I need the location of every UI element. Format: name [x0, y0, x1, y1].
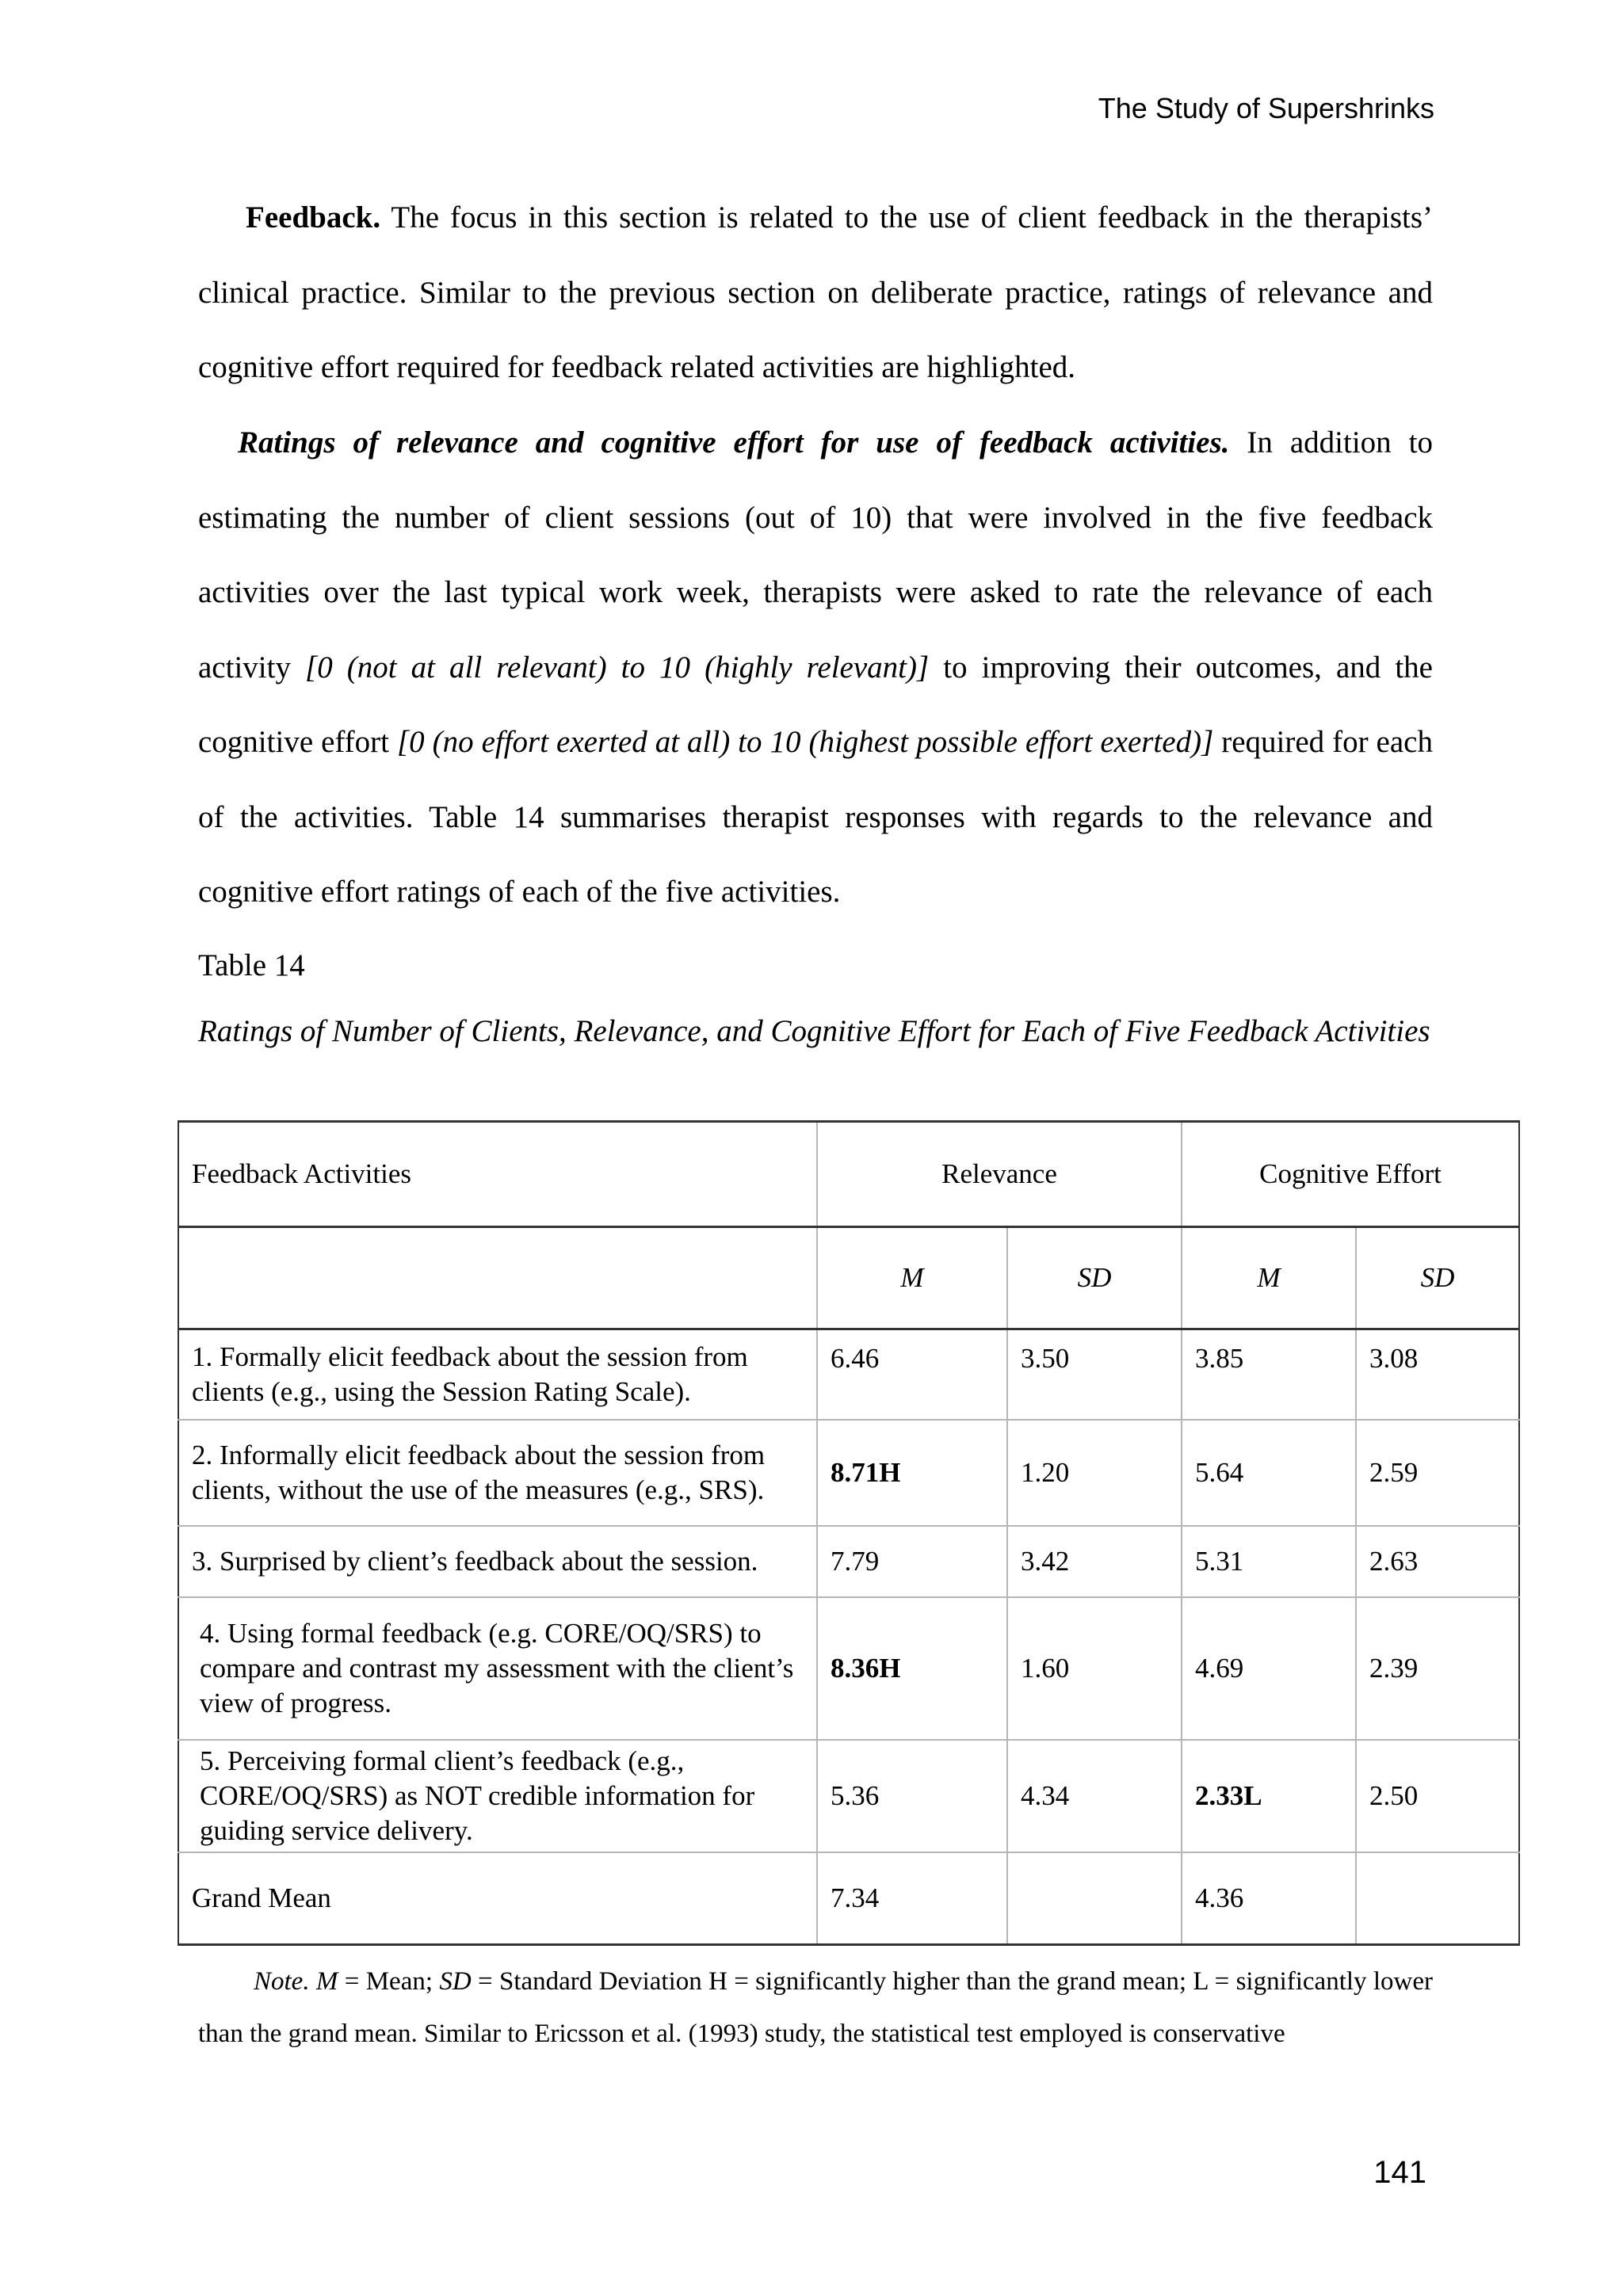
table-row	[178, 1329, 1519, 1420]
subsection-text-2: to improving their outcomes, and the cognitive effort	[198, 650, 1433, 759]
page-number: 141	[1373, 2155, 1426, 2190]
header-activities: Feedback Activities	[178, 1122, 817, 1227]
effort-sd-cell: 2.50	[1356, 1740, 1519, 1852]
activity-cell: 3. Surprised by client’s feedback about the session.	[178, 1526, 817, 1597]
activity-cell: 1. Formally elicit feedback about the session from clients (e.g., using the Session Rating Scale).	[178, 1329, 817, 1420]
table-row	[178, 1740, 1519, 1852]
relevance-m-cell: 6.46	[817, 1329, 1007, 1420]
effort-sd-cell: 2.39	[1356, 1597, 1519, 1740]
running-head: The Study of Supershrinks	[1098, 92, 1434, 124]
relevance-sd-cell: 4.34	[1007, 1740, 1182, 1852]
section-body: The focus in this section is related to the use of client feedback in the therapists’ clinical practice. Similar to the previous section on deliberate practice, ratings of relevance and cognitive effort required for feedback related activities are highlighted.	[198, 200, 1433, 384]
effort-sd-cell: 2.63	[1356, 1526, 1519, 1597]
relevance-sd-cell: 3.50	[1007, 1329, 1182, 1420]
effort-sd-cell: 3.08	[1356, 1329, 1519, 1420]
note-sd-symbol: SD	[439, 1967, 472, 1996]
effort-m-cell: 4.69	[1182, 1597, 1356, 1740]
grand-mean-effort-sd-blank	[1356, 1852, 1519, 1945]
note-lead: Note.	[254, 1967, 310, 1996]
grand-mean-row	[178, 1852, 1519, 1945]
subheader-blank	[178, 1227, 817, 1329]
grand-mean-label: Grand Mean	[178, 1852, 817, 1945]
grand-mean-relevance-sd-blank	[1007, 1852, 1182, 1945]
table-label: Table 14	[198, 948, 305, 982]
relevance-m-cell: 8.71H	[817, 1420, 1007, 1526]
effort-scale: [0 (no effort exerted at all) to 10 (highest possible effort exerted)]	[396, 725, 1214, 759]
subsection-text-1: In addition to estimating the number of client sessions (out of 10) that were involved in the five feedback activities over the last typical work week, therapists were asked to rate the relevance of each activity	[198, 425, 1434, 685]
grand-mean-relevance: 7.34	[817, 1852, 1007, 1945]
ratings-paragraph	[198, 406, 1433, 930]
effort-m-cell: 5.31	[1182, 1526, 1356, 1597]
feedback-paragraph	[198, 181, 1433, 406]
relevance-sd-cell: 3.42	[1007, 1526, 1182, 1597]
effort-m-cell: 3.85	[1182, 1329, 1356, 1420]
effort-sd-cell: 2.59	[1356, 1420, 1519, 1526]
activity-cell: 4. Using formal feedback (e.g. CORE/OQ/SRS) to compare and contrast my assessment with the client’s view of progress.	[178, 1597, 817, 1740]
feedback-ratings-table	[178, 1120, 1520, 1946]
note-rest: = Standard Deviation H = significantly higher than the grand mean; L = significantly lower than the grand mean. Similar to Ericsson et al. (1993) study, the statistical test employed is conservative	[198, 1967, 1434, 2048]
grand-mean-effort: 4.36	[1182, 1852, 1356, 1945]
table-row	[178, 1526, 1519, 1597]
activity-cell: 2. Informally elicit feedback about the session from clients, without the use of the measures (e.g., SRS).	[178, 1420, 817, 1526]
subheader-relevance-m: M	[817, 1227, 1007, 1329]
subsection-text-3: required for each of the activities. Table 14 summarises therapist responses with regards to the relevance and cognitive effort ratings of each of the five activities.	[198, 725, 1433, 909]
relevance-sd-cell: 1.60	[1007, 1597, 1182, 1740]
header-cognitive-effort: Cognitive Effort	[1182, 1122, 1519, 1227]
subheader-effort-sd: SD	[1356, 1227, 1519, 1329]
note-m-definition: = Mean;	[338, 1967, 440, 1996]
table-row	[178, 1597, 1519, 1740]
table-title: Ratings of Number of Clients, Relevance, and Cognitive Effort for Each of Five Feedback Activities	[198, 1014, 1430, 1048]
subheader-effort-m: M	[1182, 1227, 1356, 1329]
note-m-symbol: M	[315, 1967, 338, 1996]
relevance-scale: [0 (not at all relevant) to 10 (highly relevant)]	[305, 650, 930, 685]
table-header-row	[178, 1122, 1519, 1227]
table-row	[178, 1420, 1519, 1526]
effort-m-cell: 5.64	[1182, 1420, 1356, 1526]
relevance-m-cell: 7.79	[817, 1526, 1007, 1597]
subsection-heading: Ratings of relevance and cognitive effort for use of feedback activities.	[238, 425, 1230, 460]
relevance-sd-cell: 1.20	[1007, 1420, 1182, 1526]
section-heading: Feedback.	[246, 200, 381, 235]
effort-m-cell: 2.33L	[1182, 1740, 1356, 1852]
header-relevance: Relevance	[817, 1122, 1182, 1227]
activity-cell: 5. Perceiving formal client’s feedback (e.g., CORE/OQ/SRS) as NOT credible information for guiding service delivery.	[178, 1740, 817, 1852]
table-subheader-row	[178, 1227, 1519, 1329]
relevance-m-cell: 5.36	[817, 1740, 1007, 1852]
table-note	[198, 1955, 1433, 2060]
subheader-relevance-sd: SD	[1007, 1227, 1182, 1329]
relevance-m-cell: 8.36H	[817, 1597, 1007, 1740]
